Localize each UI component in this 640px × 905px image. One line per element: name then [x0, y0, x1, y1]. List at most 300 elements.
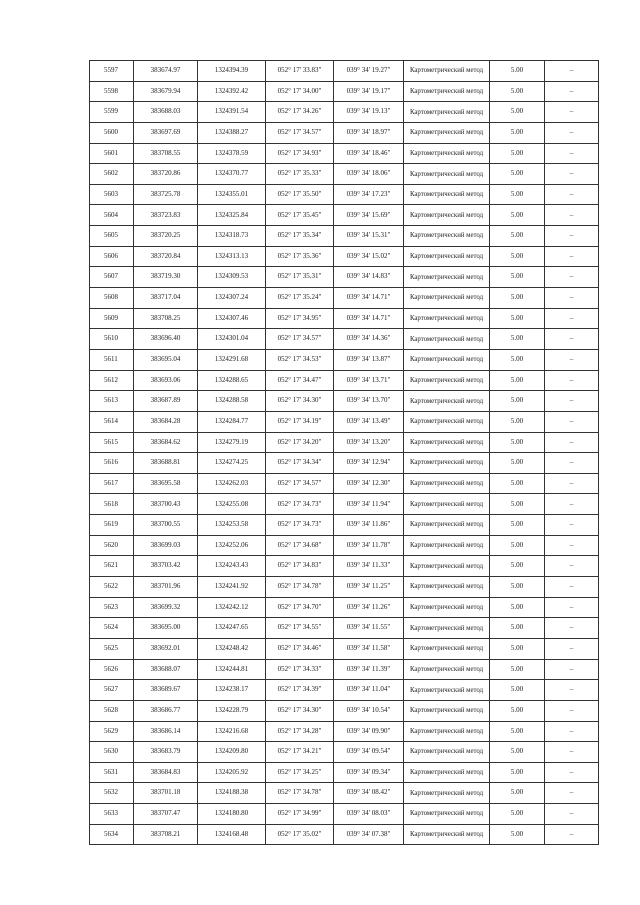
y-coordinate-cell: 1324378.59: [198, 143, 266, 164]
y-coordinate-cell: 1324248.42: [198, 638, 266, 659]
latitude-cell: 052° 17' 35.34": [266, 226, 334, 247]
note-cell: –: [545, 411, 599, 432]
method-cell: Картометрический метод: [404, 184, 490, 205]
method-cell: Картометрический метод: [404, 391, 490, 412]
note-cell: –: [545, 515, 599, 536]
longitude-cell: 039° 34' 11.94": [334, 494, 404, 515]
y-coordinate-cell: 1324284.77: [198, 411, 266, 432]
y-coordinate-cell: 1324188.38: [198, 783, 266, 804]
longitude-cell: 039° 34' 11.58": [334, 638, 404, 659]
accuracy-cell: 5.00: [490, 535, 545, 556]
longitude-cell: 039° 34' 11.78": [334, 535, 404, 556]
y-coordinate-cell: 1324216.68: [198, 721, 266, 742]
note-cell: –: [545, 700, 599, 721]
accuracy-cell: 5.00: [490, 804, 545, 825]
y-coordinate-cell: 1324291.68: [198, 349, 266, 370]
y-coordinate-cell: 1324394.39: [198, 61, 266, 82]
point-number-cell: 5615: [90, 432, 134, 453]
table-row: [90, 721, 599, 742]
longitude-cell: 039° 34' 09.54": [334, 742, 404, 763]
point-number-cell: 5625: [90, 638, 134, 659]
method-cell: Картометрический метод: [404, 143, 490, 164]
x-coordinate-cell: 383692.01: [134, 638, 198, 659]
table-row: [90, 81, 599, 102]
method-cell: Картометрический метод: [404, 267, 490, 288]
x-coordinate-cell: 383720.84: [134, 246, 198, 267]
y-coordinate-cell: 1324313.13: [198, 246, 266, 267]
note-cell: –: [545, 721, 599, 742]
longitude-cell: 039° 34' 13.70": [334, 391, 404, 412]
table-row: [90, 308, 599, 329]
longitude-cell: 039° 34' 19.17": [334, 81, 404, 102]
method-cell: Картометрический метод: [404, 226, 490, 247]
note-cell: –: [545, 143, 599, 164]
accuracy-cell: 5.00: [490, 556, 545, 577]
y-coordinate-cell: 1324355.01: [198, 184, 266, 205]
note-cell: –: [545, 184, 599, 205]
note-cell: –: [545, 246, 599, 267]
y-coordinate-cell: 1324244.81: [198, 659, 266, 680]
note-cell: –: [545, 453, 599, 474]
accuracy-cell: 5.00: [490, 143, 545, 164]
point-number-cell: 5610: [90, 329, 134, 350]
accuracy-cell: 5.00: [490, 61, 545, 82]
point-number-cell: 5603: [90, 184, 134, 205]
y-coordinate-cell: 1324205.92: [198, 762, 266, 783]
latitude-cell: 052° 17' 34.55": [266, 618, 334, 639]
longitude-cell: 039° 34' 15.69": [334, 205, 404, 226]
latitude-cell: 052° 17' 34.39": [266, 680, 334, 701]
latitude-cell: 052° 17' 34.73": [266, 494, 334, 515]
note-cell: –: [545, 783, 599, 804]
method-cell: Картометрический метод: [404, 81, 490, 102]
method-cell: Картометрический метод: [404, 762, 490, 783]
longitude-cell: 039° 34' 11.25": [334, 577, 404, 598]
accuracy-cell: 5.00: [490, 824, 545, 845]
x-coordinate-cell: 383693.06: [134, 370, 198, 391]
note-cell: –: [545, 556, 599, 577]
method-cell: Картометрический метод: [404, 308, 490, 329]
method-cell: Картометрический метод: [404, 432, 490, 453]
point-number-cell: 5597: [90, 61, 134, 82]
x-coordinate-cell: 383723.83: [134, 205, 198, 226]
accuracy-cell: 5.00: [490, 349, 545, 370]
x-coordinate-cell: 383708.55: [134, 143, 198, 164]
accuracy-cell: 5.00: [490, 246, 545, 267]
longitude-cell: 039° 34' 11.33": [334, 556, 404, 577]
table-row: [90, 659, 599, 680]
note-cell: –: [545, 391, 599, 412]
note-cell: –: [545, 824, 599, 845]
coordinates-table: [89, 60, 599, 845]
table-row: [90, 184, 599, 205]
point-number-cell: 5624: [90, 618, 134, 639]
longitude-cell: 039° 34' 19.27": [334, 61, 404, 82]
table-row: [90, 762, 599, 783]
table-row: [90, 411, 599, 432]
longitude-cell: 039° 34' 13.87": [334, 349, 404, 370]
note-cell: –: [545, 577, 599, 598]
method-cell: Картометрический метод: [404, 680, 490, 701]
accuracy-cell: 5.00: [490, 308, 545, 329]
latitude-cell: 052° 17' 34.25": [266, 762, 334, 783]
point-number-cell: 5627: [90, 680, 134, 701]
table-row: [90, 226, 599, 247]
table-row: [90, 556, 599, 577]
y-coordinate-cell: 1324238.17: [198, 680, 266, 701]
point-number-cell: 5602: [90, 164, 134, 185]
y-coordinate-cell: 1324279.19: [198, 432, 266, 453]
accuracy-cell: 5.00: [490, 288, 545, 309]
longitude-cell: 039° 34' 14.71": [334, 308, 404, 329]
note-cell: –: [545, 370, 599, 391]
longitude-cell: 039° 34' 19.13": [334, 102, 404, 123]
latitude-cell: 052° 17' 35.33": [266, 164, 334, 185]
note-cell: –: [545, 205, 599, 226]
x-coordinate-cell: 383720.25: [134, 226, 198, 247]
method-cell: Картометрический метод: [404, 638, 490, 659]
table-row: [90, 515, 599, 536]
table-row: [90, 246, 599, 267]
method-cell: Картометрический метод: [404, 411, 490, 432]
y-coordinate-cell: 1324392.42: [198, 81, 266, 102]
accuracy-cell: 5.00: [490, 81, 545, 102]
y-coordinate-cell: 1324228.79: [198, 700, 266, 721]
latitude-cell: 052° 17' 34.47": [266, 370, 334, 391]
longitude-cell: 039° 34' 14.71": [334, 288, 404, 309]
method-cell: Картометрический метод: [404, 246, 490, 267]
latitude-cell: 052° 17' 34.53": [266, 349, 334, 370]
accuracy-cell: 5.00: [490, 494, 545, 515]
latitude-cell: 052° 17' 34.73": [266, 515, 334, 536]
point-number-cell: 5620: [90, 535, 134, 556]
note-cell: –: [545, 804, 599, 825]
method-cell: Картометрический метод: [404, 473, 490, 494]
longitude-cell: 039° 34' 08.03": [334, 804, 404, 825]
table-row: [90, 453, 599, 474]
method-cell: Картометрический метод: [404, 102, 490, 123]
latitude-cell: 052° 17' 34.34": [266, 453, 334, 474]
y-coordinate-cell: 1324262.03: [198, 473, 266, 494]
method-cell: Картометрический метод: [404, 453, 490, 474]
table-row: [90, 577, 599, 598]
table-row: [90, 288, 599, 309]
note-cell: –: [545, 659, 599, 680]
y-coordinate-cell: 1324242.12: [198, 597, 266, 618]
note-cell: –: [545, 494, 599, 515]
point-number-cell: 5629: [90, 721, 134, 742]
latitude-cell: 052° 17' 34.57": [266, 329, 334, 350]
note-cell: –: [545, 226, 599, 247]
x-coordinate-cell: 383687.89: [134, 391, 198, 412]
point-number-cell: 5608: [90, 288, 134, 309]
x-coordinate-cell: 383688.81: [134, 453, 198, 474]
accuracy-cell: 5.00: [490, 515, 545, 536]
point-number-cell: 5630: [90, 742, 134, 763]
latitude-cell: 052° 17' 34.19": [266, 411, 334, 432]
x-coordinate-cell: 383695.58: [134, 473, 198, 494]
latitude-cell: 052° 17' 34.83": [266, 556, 334, 577]
note-cell: –: [545, 81, 599, 102]
accuracy-cell: 5.00: [490, 783, 545, 804]
latitude-cell: 052° 17' 35.50": [266, 184, 334, 205]
accuracy-cell: 5.00: [490, 762, 545, 783]
table-row: [90, 824, 599, 845]
latitude-cell: 052° 17' 35.45": [266, 205, 334, 226]
table-row: [90, 267, 599, 288]
note-cell: –: [545, 742, 599, 763]
longitude-cell: 039° 34' 15.02": [334, 246, 404, 267]
x-coordinate-cell: 383679.94: [134, 81, 198, 102]
longitude-cell: 039° 34' 09.34": [334, 762, 404, 783]
x-coordinate-cell: 383699.03: [134, 535, 198, 556]
latitude-cell: 052° 17' 34.30": [266, 391, 334, 412]
method-cell: Картометрический метод: [404, 329, 490, 350]
note-cell: –: [545, 267, 599, 288]
table-row: [90, 494, 599, 515]
table-row: [90, 143, 599, 164]
method-cell: Картометрический метод: [404, 700, 490, 721]
x-coordinate-cell: 383674.97: [134, 61, 198, 82]
point-number-cell: 5621: [90, 556, 134, 577]
accuracy-cell: 5.00: [490, 742, 545, 763]
method-cell: Картометрический метод: [404, 164, 490, 185]
latitude-cell: 052° 17' 35.36": [266, 246, 334, 267]
latitude-cell: 052° 17' 34.21": [266, 742, 334, 763]
table-row: [90, 783, 599, 804]
latitude-cell: 052° 17' 35.02": [266, 824, 334, 845]
x-coordinate-cell: 383725.78: [134, 184, 198, 205]
note-cell: –: [545, 308, 599, 329]
latitude-cell: 052° 17' 34.57": [266, 122, 334, 143]
longitude-cell: 039° 34' 12.94": [334, 453, 404, 474]
accuracy-cell: 5.00: [490, 102, 545, 123]
table-body: [90, 61, 599, 845]
method-cell: Картометрический метод: [404, 370, 490, 391]
x-coordinate-cell: 383686.14: [134, 721, 198, 742]
x-coordinate-cell: 383688.07: [134, 659, 198, 680]
accuracy-cell: 5.00: [490, 391, 545, 412]
method-cell: Картометрический метод: [404, 618, 490, 639]
latitude-cell: 052° 17' 34.68": [266, 535, 334, 556]
longitude-cell: 039° 34' 13.71": [334, 370, 404, 391]
point-number-cell: 5611: [90, 349, 134, 370]
longitude-cell: 039° 34' 12.30": [334, 473, 404, 494]
note-cell: –: [545, 61, 599, 82]
latitude-cell: 052° 17' 34.70": [266, 597, 334, 618]
longitude-cell: 039° 34' 17.23": [334, 184, 404, 205]
x-coordinate-cell: 383684.83: [134, 762, 198, 783]
accuracy-cell: 5.00: [490, 700, 545, 721]
table-row: [90, 349, 599, 370]
y-coordinate-cell: 1324318.73: [198, 226, 266, 247]
point-number-cell: 5633: [90, 804, 134, 825]
latitude-cell: 052° 17' 34.93": [266, 143, 334, 164]
longitude-cell: 039° 34' 11.04": [334, 680, 404, 701]
x-coordinate-cell: 383684.28: [134, 411, 198, 432]
y-coordinate-cell: 1324307.24: [198, 288, 266, 309]
latitude-cell: 052° 17' 34.33": [266, 659, 334, 680]
latitude-cell: 052° 17' 34.46": [266, 638, 334, 659]
point-number-cell: 5634: [90, 824, 134, 845]
accuracy-cell: 5.00: [490, 638, 545, 659]
y-coordinate-cell: 1324180.80: [198, 804, 266, 825]
x-coordinate-cell: 383703.42: [134, 556, 198, 577]
table-row: [90, 618, 599, 639]
note-cell: –: [545, 329, 599, 350]
table-row: [90, 804, 599, 825]
accuracy-cell: 5.00: [490, 453, 545, 474]
table-row: [90, 391, 599, 412]
point-number-cell: 5617: [90, 473, 134, 494]
longitude-cell: 039° 34' 10.54": [334, 700, 404, 721]
latitude-cell: 052° 17' 34.78": [266, 577, 334, 598]
y-coordinate-cell: 1324288.58: [198, 391, 266, 412]
y-coordinate-cell: 1324307.46: [198, 308, 266, 329]
method-cell: Картометрический метод: [404, 824, 490, 845]
note-cell: –: [545, 762, 599, 783]
table-row: [90, 205, 599, 226]
latitude-cell: 052° 17' 34.30": [266, 700, 334, 721]
accuracy-cell: 5.00: [490, 577, 545, 598]
accuracy-cell: 5.00: [490, 659, 545, 680]
longitude-cell: 039° 34' 14.36": [334, 329, 404, 350]
x-coordinate-cell: 383684.62: [134, 432, 198, 453]
note-cell: –: [545, 288, 599, 309]
longitude-cell: 039° 34' 18.06": [334, 164, 404, 185]
y-coordinate-cell: 1324274.25: [198, 453, 266, 474]
y-coordinate-cell: 1324253.58: [198, 515, 266, 536]
point-number-cell: 5628: [90, 700, 134, 721]
y-coordinate-cell: 1324388.27: [198, 122, 266, 143]
accuracy-cell: 5.00: [490, 411, 545, 432]
table-row: [90, 61, 599, 82]
table-row: [90, 329, 599, 350]
x-coordinate-cell: 383717.04: [134, 288, 198, 309]
y-coordinate-cell: 1324301.04: [198, 329, 266, 350]
method-cell: Картометрический метод: [404, 205, 490, 226]
note-cell: –: [545, 349, 599, 370]
point-number-cell: 5606: [90, 246, 134, 267]
x-coordinate-cell: 383700.43: [134, 494, 198, 515]
accuracy-cell: 5.00: [490, 432, 545, 453]
y-coordinate-cell: 1324209.80: [198, 742, 266, 763]
point-number-cell: 5609: [90, 308, 134, 329]
point-number-cell: 5626: [90, 659, 134, 680]
longitude-cell: 039° 34' 09.90": [334, 721, 404, 742]
point-number-cell: 5599: [90, 102, 134, 123]
point-number-cell: 5631: [90, 762, 134, 783]
x-coordinate-cell: 383696.40: [134, 329, 198, 350]
method-cell: Картометрический метод: [404, 515, 490, 536]
accuracy-cell: 5.00: [490, 184, 545, 205]
point-number-cell: 5623: [90, 597, 134, 618]
longitude-cell: 039° 34' 18.97": [334, 122, 404, 143]
accuracy-cell: 5.00: [490, 370, 545, 391]
longitude-cell: 039° 34' 11.55": [334, 618, 404, 639]
x-coordinate-cell: 383701.18: [134, 783, 198, 804]
y-coordinate-cell: 1324309.53: [198, 267, 266, 288]
point-number-cell: 5632: [90, 783, 134, 804]
y-coordinate-cell: 1324370.77: [198, 164, 266, 185]
method-cell: Картометрический метод: [404, 659, 490, 680]
point-number-cell: 5616: [90, 453, 134, 474]
method-cell: Картометрический метод: [404, 721, 490, 742]
x-coordinate-cell: 383708.21: [134, 824, 198, 845]
method-cell: Картометрический метод: [404, 122, 490, 143]
longitude-cell: 039° 34' 08.42": [334, 783, 404, 804]
point-number-cell: 5605: [90, 226, 134, 247]
accuracy-cell: 5.00: [490, 164, 545, 185]
x-coordinate-cell: 383689.67: [134, 680, 198, 701]
accuracy-cell: 5.00: [490, 122, 545, 143]
x-coordinate-cell: 383688.03: [134, 102, 198, 123]
x-coordinate-cell: 383695.00: [134, 618, 198, 639]
accuracy-cell: 5.00: [490, 618, 545, 639]
point-number-cell: 5619: [90, 515, 134, 536]
x-coordinate-cell: 383695.04: [134, 349, 198, 370]
y-coordinate-cell: 1324391.54: [198, 102, 266, 123]
longitude-cell: 039° 34' 07.38": [334, 824, 404, 845]
point-number-cell: 5613: [90, 391, 134, 412]
method-cell: Картометрический метод: [404, 535, 490, 556]
accuracy-cell: 5.00: [490, 721, 545, 742]
method-cell: Картометрический метод: [404, 288, 490, 309]
note-cell: –: [545, 638, 599, 659]
x-coordinate-cell: 383699.32: [134, 597, 198, 618]
method-cell: Картометрический метод: [404, 742, 490, 763]
table-row: [90, 638, 599, 659]
latitude-cell: 052° 17' 35.31": [266, 267, 334, 288]
table-row: [90, 164, 599, 185]
table-row: [90, 122, 599, 143]
x-coordinate-cell: 383683.79: [134, 742, 198, 763]
accuracy-cell: 5.00: [490, 597, 545, 618]
latitude-cell: 052° 17' 34.95": [266, 308, 334, 329]
note-cell: –: [545, 432, 599, 453]
note-cell: –: [545, 102, 599, 123]
point-number-cell: 5622: [90, 577, 134, 598]
y-coordinate-cell: 1324288.65: [198, 370, 266, 391]
accuracy-cell: 5.00: [490, 473, 545, 494]
accuracy-cell: 5.00: [490, 680, 545, 701]
table-row: [90, 742, 599, 763]
longitude-cell: 039° 34' 11.39": [334, 659, 404, 680]
point-number-cell: 5607: [90, 267, 134, 288]
x-coordinate-cell: 383708.25: [134, 308, 198, 329]
method-cell: Картометрический метод: [404, 804, 490, 825]
y-coordinate-cell: 1324255.08: [198, 494, 266, 515]
table-row: [90, 473, 599, 494]
table-row: [90, 597, 599, 618]
latitude-cell: 052° 17' 34.20": [266, 432, 334, 453]
point-number-cell: 5612: [90, 370, 134, 391]
point-number-cell: 5601: [90, 143, 134, 164]
x-coordinate-cell: 383700.55: [134, 515, 198, 536]
latitude-cell: 052° 17' 34.78": [266, 783, 334, 804]
y-coordinate-cell: 1324243.43: [198, 556, 266, 577]
note-cell: –: [545, 597, 599, 618]
point-number-cell: 5598: [90, 81, 134, 102]
y-coordinate-cell: 1324247.65: [198, 618, 266, 639]
longitude-cell: 039° 34' 13.49": [334, 411, 404, 432]
longitude-cell: 039° 34' 11.86": [334, 515, 404, 536]
table-row: [90, 370, 599, 391]
latitude-cell: 052° 17' 34.28": [266, 721, 334, 742]
longitude-cell: 039° 34' 13.20": [334, 432, 404, 453]
longitude-cell: 039° 34' 11.26": [334, 597, 404, 618]
point-number-cell: 5600: [90, 122, 134, 143]
